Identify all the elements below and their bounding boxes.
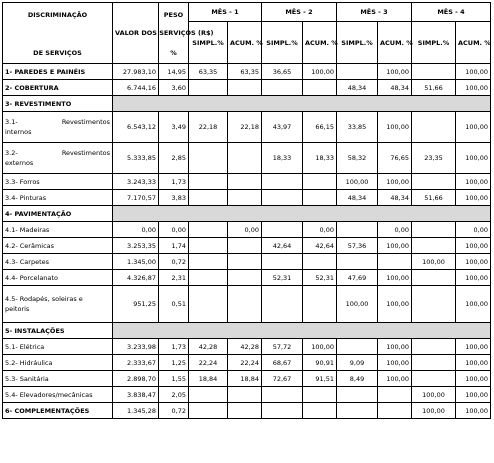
- month-4-acum: 100,00: [456, 238, 491, 254]
- month-3-acum: 100,00: [378, 174, 412, 190]
- header-discriminacao: [3, 3, 113, 64]
- month-1-acum: [228, 286, 262, 323]
- item-row: [3, 143, 491, 174]
- month-4-simpl: [412, 238, 456, 254]
- value-cell: 2.333,67: [113, 355, 159, 371]
- month-1-acum: [228, 143, 262, 174]
- weight-cell: 2,31: [159, 270, 189, 286]
- category-row: [3, 64, 491, 80]
- month-2-acum: 42,64: [303, 238, 337, 254]
- category-label: 6- COMPLEMENTAÇÕES: [3, 403, 113, 419]
- month-3-acum: 48,34: [378, 190, 412, 206]
- month-3-simpl: 100,00: [337, 286, 378, 323]
- item-label-cont: externos: [5, 159, 34, 167]
- month-4-simpl: 51,66: [412, 80, 456, 96]
- month-4-acum: 100,00: [456, 371, 491, 387]
- month-4-acum: 100,00: [456, 190, 491, 206]
- month-1-acum: 22,24: [228, 355, 262, 371]
- weight-cell: 1,73: [159, 339, 189, 355]
- month-2-acum: 0,00: [303, 222, 337, 238]
- month-4-acum: 100,00: [456, 254, 491, 270]
- month-3-simpl: [337, 339, 378, 355]
- month-2-acum: [303, 403, 337, 419]
- month-1-simpl: [189, 190, 228, 206]
- month-4-simpl: [412, 112, 456, 143]
- header-simpl-4: SIMPL.%: [412, 22, 456, 64]
- item-label: 3.3- Forros: [3, 174, 113, 190]
- month-1-simpl: 22,18: [189, 112, 228, 143]
- header-discriminacao-top: DISCRIMINAÇÃO: [27, 11, 88, 19]
- item-row: [3, 355, 491, 371]
- value-cell: 3.838,47: [113, 387, 159, 403]
- month-3-acum: 100,00: [378, 339, 412, 355]
- item-label: 4.1- Madeiras: [3, 222, 113, 238]
- month-4-acum: 100,00: [456, 80, 491, 96]
- month-2-simpl: 42,64: [262, 238, 303, 254]
- item-label-cont: internos: [5, 128, 32, 136]
- header-acum-1: ACUM. %: [228, 22, 262, 64]
- month-3-acum: [378, 254, 412, 270]
- month-1-acum: [228, 174, 262, 190]
- month-3-acum: 0,00: [378, 222, 412, 238]
- month-2-simpl: [262, 174, 303, 190]
- header-month-4: MÊS - 4: [412, 3, 491, 22]
- month-2-acum: 66,15: [303, 112, 337, 143]
- month-3-acum: 48,34: [378, 80, 412, 96]
- month-1-acum: [228, 238, 262, 254]
- month-1-simpl: 22,24: [189, 355, 228, 371]
- value-cell: 5.333,85: [113, 143, 159, 174]
- month-4-acum: 100,00: [456, 403, 491, 419]
- month-4-simpl: [412, 270, 456, 286]
- value-cell: 0,00: [113, 222, 159, 238]
- month-4-acum: 100,00: [456, 112, 491, 143]
- month-3-acum: 100,00: [378, 371, 412, 387]
- month-4-acum: 100,00: [456, 270, 491, 286]
- item-row: [3, 286, 491, 323]
- value-cell: 7.170,57: [113, 190, 159, 206]
- month-4-simpl: [412, 371, 456, 387]
- schedule-table-wrapper: [2, 2, 490, 419]
- weight-cell: 1,74: [159, 238, 189, 254]
- month-1-acum: [228, 403, 262, 419]
- item-label: 5.1- Elétrica: [3, 339, 113, 355]
- month-4-simpl: 51,66: [412, 190, 456, 206]
- item-row: [3, 371, 491, 387]
- value-cell: 3.233,98: [113, 339, 159, 355]
- month-4-acum: 100,00: [456, 355, 491, 371]
- item-row: [3, 270, 491, 286]
- header-peso-label: PESO: [163, 11, 184, 19]
- month-1-simpl: 63,35: [189, 64, 228, 80]
- weight-cell: 0,72: [159, 254, 189, 270]
- section-row: [3, 96, 491, 112]
- month-3-simpl: 57,36: [337, 238, 378, 254]
- month-4-simpl: 100,00: [412, 403, 456, 419]
- month-4-simpl: [412, 339, 456, 355]
- month-4-acum: 100,00: [456, 387, 491, 403]
- item-label: [3, 143, 113, 174]
- month-3-acum: 100,00: [378, 355, 412, 371]
- month-4-simpl: 23,35: [412, 143, 456, 174]
- header-simpl-2: SIMPL.%: [262, 22, 303, 64]
- item-row: [3, 112, 491, 143]
- month-2-simpl: 72,67: [262, 371, 303, 387]
- weight-cell: 3,83: [159, 190, 189, 206]
- value-cell: 6.543,12: [113, 112, 159, 143]
- month-3-simpl: 9,09: [337, 355, 378, 371]
- header-month-2: MÊS - 2: [262, 3, 337, 22]
- month-2-acum: [303, 286, 337, 323]
- category-row: [3, 80, 491, 96]
- month-3-simpl: [337, 387, 378, 403]
- value-cell: 27.983,10: [113, 64, 159, 80]
- month-3-simpl: [337, 222, 378, 238]
- month-4-acum: 100,00: [456, 64, 491, 80]
- header-valor: VALOR DOS SERVIÇOS (R$): [113, 3, 159, 64]
- month-4-acum: 100,00: [456, 286, 491, 323]
- item-label: [3, 112, 113, 143]
- month-2-simpl: 52,31: [262, 270, 303, 286]
- weight-cell: 1,55: [159, 371, 189, 387]
- month-1-simpl: [189, 143, 228, 174]
- month-3-acum: 76,65: [378, 143, 412, 174]
- weight-cell: 3,49: [159, 112, 189, 143]
- month-2-simpl: 36,65: [262, 64, 303, 80]
- month-4-simpl: [412, 355, 456, 371]
- month-4-simpl: 100,00: [412, 254, 456, 270]
- month-2-acum: [303, 387, 337, 403]
- section-row: [3, 323, 491, 339]
- item-label: 3.4- Pinturas: [3, 190, 113, 206]
- month-2-acum: 91,51: [303, 371, 337, 387]
- section-fill: [113, 323, 491, 339]
- item-label: 5.2- Hidráulica: [3, 355, 113, 371]
- category-label: 1- PAREDES E PAINÉIS: [3, 64, 113, 80]
- month-1-simpl: [189, 403, 228, 419]
- month-1-simpl: [189, 80, 228, 96]
- month-2-simpl: [262, 254, 303, 270]
- section-row: [3, 206, 491, 222]
- item-label: 5.4- Elevadores/mecânicas: [3, 387, 113, 403]
- month-1-acum: 63,35: [228, 64, 262, 80]
- month-3-simpl: 8,49: [337, 371, 378, 387]
- weight-cell: 1,73: [159, 174, 189, 190]
- weight-cell: 2,05: [159, 387, 189, 403]
- item-label-word: Revestimentos: [61, 149, 110, 157]
- item-row: [3, 238, 491, 254]
- month-3-simpl: [337, 64, 378, 80]
- month-3-simpl: 47,69: [337, 270, 378, 286]
- item-label-code: 3.2-: [5, 149, 18, 157]
- value-cell: 2.898,70: [113, 371, 159, 387]
- month-2-simpl: 68,67: [262, 355, 303, 371]
- header-acum-4: ACUM. %: [456, 22, 491, 64]
- month-2-simpl: [262, 403, 303, 419]
- month-3-acum: 100,00: [378, 286, 412, 323]
- month-4-simpl: [412, 64, 456, 80]
- month-2-acum: [303, 190, 337, 206]
- month-3-simpl: 33,85: [337, 112, 378, 143]
- header-peso-unit: %: [170, 49, 177, 57]
- month-2-acum: 90,91: [303, 355, 337, 371]
- month-4-simpl: [412, 286, 456, 323]
- value-cell: 6.744,16: [113, 80, 159, 96]
- month-4-simpl: [412, 174, 456, 190]
- month-2-simpl: [262, 80, 303, 96]
- weight-cell: 0,51: [159, 286, 189, 323]
- month-2-simpl: [262, 222, 303, 238]
- month-2-acum: 52,31: [303, 270, 337, 286]
- month-3-acum: 100,00: [378, 112, 412, 143]
- month-2-simpl: [262, 286, 303, 323]
- item-row: [3, 339, 491, 355]
- month-2-simpl: 18,33: [262, 143, 303, 174]
- month-3-simpl: 48,34: [337, 80, 378, 96]
- item-label-code: 3.1-: [5, 118, 18, 126]
- month-3-simpl: 48,34: [337, 190, 378, 206]
- month-1-acum: [228, 270, 262, 286]
- weight-cell: 2,85: [159, 143, 189, 174]
- month-4-acum: 100,00: [456, 143, 491, 174]
- header-month-3: MÊS - 3: [337, 3, 412, 22]
- month-2-simpl: 43,97: [262, 112, 303, 143]
- section-label: 5- INSTALAÇÕES: [3, 323, 113, 339]
- weight-cell: 14,95: [159, 64, 189, 80]
- month-4-acum: 100,00: [456, 339, 491, 355]
- physical-financial-schedule-table: [2, 2, 491, 419]
- month-1-simpl: 18,84: [189, 371, 228, 387]
- section-label: 3- REVESTIMENTO: [3, 96, 113, 112]
- item-row: [3, 190, 491, 206]
- value-cell: 951,25: [113, 286, 159, 323]
- section-label: 4- PAVIMENTAÇÃO: [3, 206, 113, 222]
- item-label-line2: peitoris: [5, 305, 30, 313]
- month-2-simpl: [262, 387, 303, 403]
- month-2-acum: [303, 174, 337, 190]
- month-1-acum: [228, 254, 262, 270]
- item-label: [3, 286, 113, 323]
- value-cell: 3.243,33: [113, 174, 159, 190]
- month-1-acum: [228, 80, 262, 96]
- month-1-simpl: [189, 222, 228, 238]
- weight-cell: 0,00: [159, 222, 189, 238]
- section-fill: [113, 96, 491, 112]
- month-3-simpl: 58,32: [337, 143, 378, 174]
- month-3-simpl: 100,00: [337, 174, 378, 190]
- value-cell: 4.326,87: [113, 270, 159, 286]
- value-cell: 1.345,00: [113, 254, 159, 270]
- weight-cell: 0,72: [159, 403, 189, 419]
- month-1-simpl: [189, 387, 228, 403]
- month-3-acum: 100,00: [378, 238, 412, 254]
- month-1-acum: [228, 190, 262, 206]
- header-month-1: MÊS - 1: [189, 3, 262, 22]
- month-1-simpl: [189, 238, 228, 254]
- header-acum-3: ACUM. %: [378, 22, 412, 64]
- month-4-simpl: [412, 222, 456, 238]
- header-discriminacao-bottom: DE SERVIÇOS: [33, 49, 82, 57]
- item-row: [3, 387, 491, 403]
- month-1-simpl: 42,28: [189, 339, 228, 355]
- month-4-acum: 100,00: [456, 174, 491, 190]
- weight-cell: 3,60: [159, 80, 189, 96]
- month-1-simpl: [189, 270, 228, 286]
- header-acum-2: ACUM. %: [303, 22, 337, 64]
- item-label: 4.3- Carpetes: [3, 254, 113, 270]
- month-2-acum: [303, 80, 337, 96]
- month-1-simpl: [189, 286, 228, 323]
- month-3-simpl: [337, 403, 378, 419]
- month-3-acum: 100,00: [378, 270, 412, 286]
- month-4-acum: 0,00: [456, 222, 491, 238]
- month-2-acum: 100,00: [303, 339, 337, 355]
- header-row-top: [3, 3, 491, 22]
- weight-cell: 1,25: [159, 355, 189, 371]
- value-cell: 3.253,35: [113, 238, 159, 254]
- month-3-acum: [378, 403, 412, 419]
- month-1-simpl: [189, 174, 228, 190]
- value-cell: 1.345,28: [113, 403, 159, 419]
- item-row: [3, 174, 491, 190]
- item-label-word: Revestimentos: [61, 118, 110, 126]
- month-4-simpl: 100,00: [412, 387, 456, 403]
- item-label-line1: 4.5- Rodapés, soleiras e: [5, 295, 83, 303]
- item-label: 5.3- Sanitária: [3, 371, 113, 387]
- header-simpl-1: SIMPL.%: [189, 22, 228, 64]
- header-simpl-3: SIMPL.%: [337, 22, 378, 64]
- item-row: [3, 222, 491, 238]
- month-3-acum: [378, 387, 412, 403]
- month-2-simpl: 57,72: [262, 339, 303, 355]
- month-1-acum: [228, 387, 262, 403]
- month-3-acum: 100,00: [378, 64, 412, 80]
- month-2-acum: [303, 254, 337, 270]
- month-2-simpl: [262, 190, 303, 206]
- category-row: [3, 403, 491, 419]
- month-1-acum: 22,18: [228, 112, 262, 143]
- month-2-acum: 100,00: [303, 64, 337, 80]
- section-fill: [113, 206, 491, 222]
- month-2-acum: 18,33: [303, 143, 337, 174]
- category-label: 2- COBERTURA: [3, 80, 113, 96]
- month-1-simpl: [189, 254, 228, 270]
- item-label: 4.2- Cerâmicas: [3, 238, 113, 254]
- month-3-simpl: [337, 254, 378, 270]
- item-label: 4.4- Porcelanato: [3, 270, 113, 286]
- month-1-acum: 42,28: [228, 339, 262, 355]
- month-1-acum: 0,00: [228, 222, 262, 238]
- item-row: [3, 254, 491, 270]
- month-1-acum: 18,84: [228, 371, 262, 387]
